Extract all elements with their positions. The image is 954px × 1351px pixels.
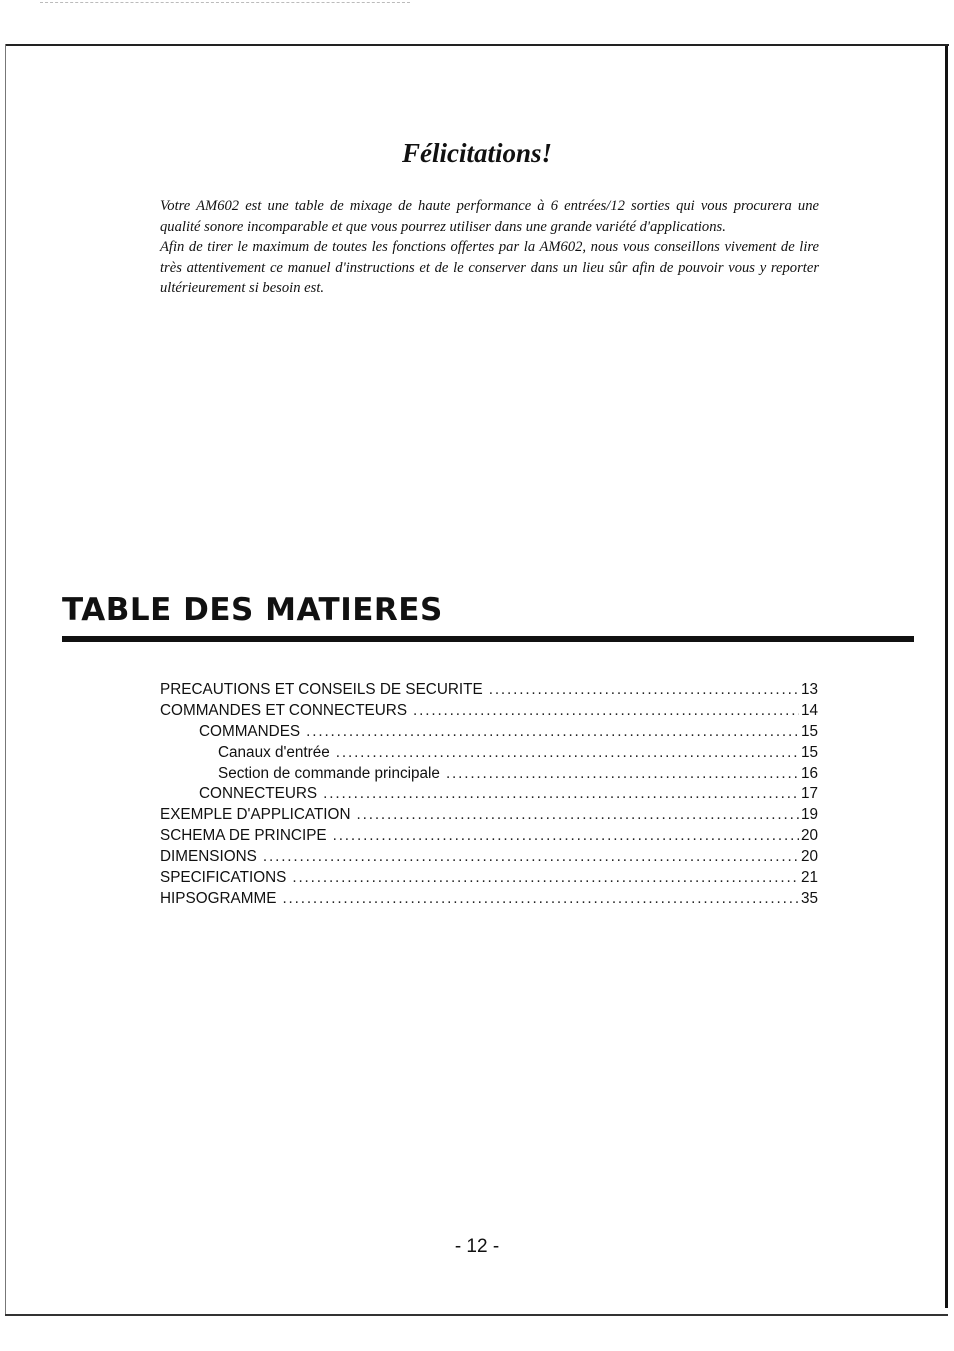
toc-leader-dots — [333, 827, 799, 845]
toc-heading: TABLE DES MATIERES — [62, 592, 443, 628]
toc-entry-page: 14 — [800, 701, 818, 719]
toc-leader-dots — [323, 785, 799, 803]
intro-text — [160, 196, 819, 299]
toc-entry-page: 21 — [800, 869, 818, 887]
toc-leader-dots — [292, 869, 799, 887]
toc-entry[interactable] — [160, 827, 818, 848]
toc-leader-dots — [446, 765, 799, 783]
toc-entry[interactable] — [160, 848, 818, 869]
toc-entry[interactable] — [160, 723, 818, 744]
frame-bottom-border — [5, 1314, 948, 1316]
toc-entry-label: PRECAUTIONS ET CONSEILS DE SECURITE — [160, 681, 483, 698]
toc-entry-page: 15 — [800, 743, 818, 761]
toc-entry-label: CONNECTEURS — [199, 785, 318, 803]
frame-top-border — [5, 44, 949, 46]
toc-entry-label: SCHEMA DE PRINCIPE — [160, 827, 327, 845]
toc-entry[interactable] — [160, 702, 818, 723]
toc-entry-page: 19 — [800, 806, 818, 824]
toc-leader-dots — [336, 744, 799, 762]
intro-paragraph: Votre AM602 est une table de mixage de haute performance à 6 entrées/12 sorties qui vous procurera une qualité sonore incomparable et que vous pourrez utiliser dans une grande variété d'applications. — [160, 198, 819, 235]
toc-entry-label: HIPSOGRAMME — [160, 889, 277, 907]
page-number: - 12 - — [454, 1236, 500, 1257]
scan-edge-line — [40, 2, 410, 3]
toc-entry[interactable] — [160, 765, 818, 786]
table-of-contents — [160, 681, 818, 911]
frame-left-border — [5, 44, 6, 1314]
toc-entry-page: 20 — [800, 848, 818, 866]
toc-leader-dots — [489, 681, 799, 699]
toc-entry[interactable] — [160, 681, 818, 702]
frame-right-border — [945, 46, 948, 1308]
intro-paragraph: Afin de tirer le maximum de toutes les fonctions offertes par la AM602, nous vous conseillons vivement de lire très attentivement ce manuel d'instructions et de le conserver dans un lieu sûr afin de pouvoir vous y reporter ultérieurement si besoin est. — [160, 239, 819, 296]
toc-entry[interactable] — [160, 785, 818, 806]
toc-leader-dots — [282, 890, 799, 908]
toc-entry-label: Canaux d'entrée — [218, 743, 330, 761]
toc-entry-page: 13 — [800, 681, 818, 698]
toc-entry-page: 17 — [800, 785, 818, 803]
toc-entry-label: COMMANDES ET CONNECTEURS — [160, 701, 408, 719]
toc-entry-label: COMMANDES — [199, 722, 301, 740]
toc-heading-rule — [62, 636, 914, 642]
page-title: Félicitations! — [401, 138, 553, 168]
toc-entry-page: 35 — [800, 889, 818, 907]
toc-entry-label: DIMENSIONS — [160, 848, 257, 866]
toc-entry-page: 20 — [800, 827, 818, 845]
toc-entry[interactable] — [160, 869, 818, 890]
toc-entry-page: 16 — [800, 764, 818, 782]
toc-entry[interactable] — [160, 744, 818, 765]
toc-leader-dots — [263, 848, 799, 866]
toc-entry[interactable] — [160, 806, 818, 827]
toc-leader-dots — [306, 723, 799, 741]
toc-entry-label: SPECIFICATIONS — [160, 869, 287, 887]
toc-entry-page: 15 — [800, 722, 818, 740]
toc-leader-dots — [413, 702, 799, 720]
toc-entry-label: EXEMPLE D'APPLICATION — [160, 806, 351, 824]
toc-entry-label: Section de commande principale — [218, 764, 440, 782]
toc-entry[interactable] — [160, 890, 818, 911]
toc-leader-dots — [357, 806, 799, 824]
